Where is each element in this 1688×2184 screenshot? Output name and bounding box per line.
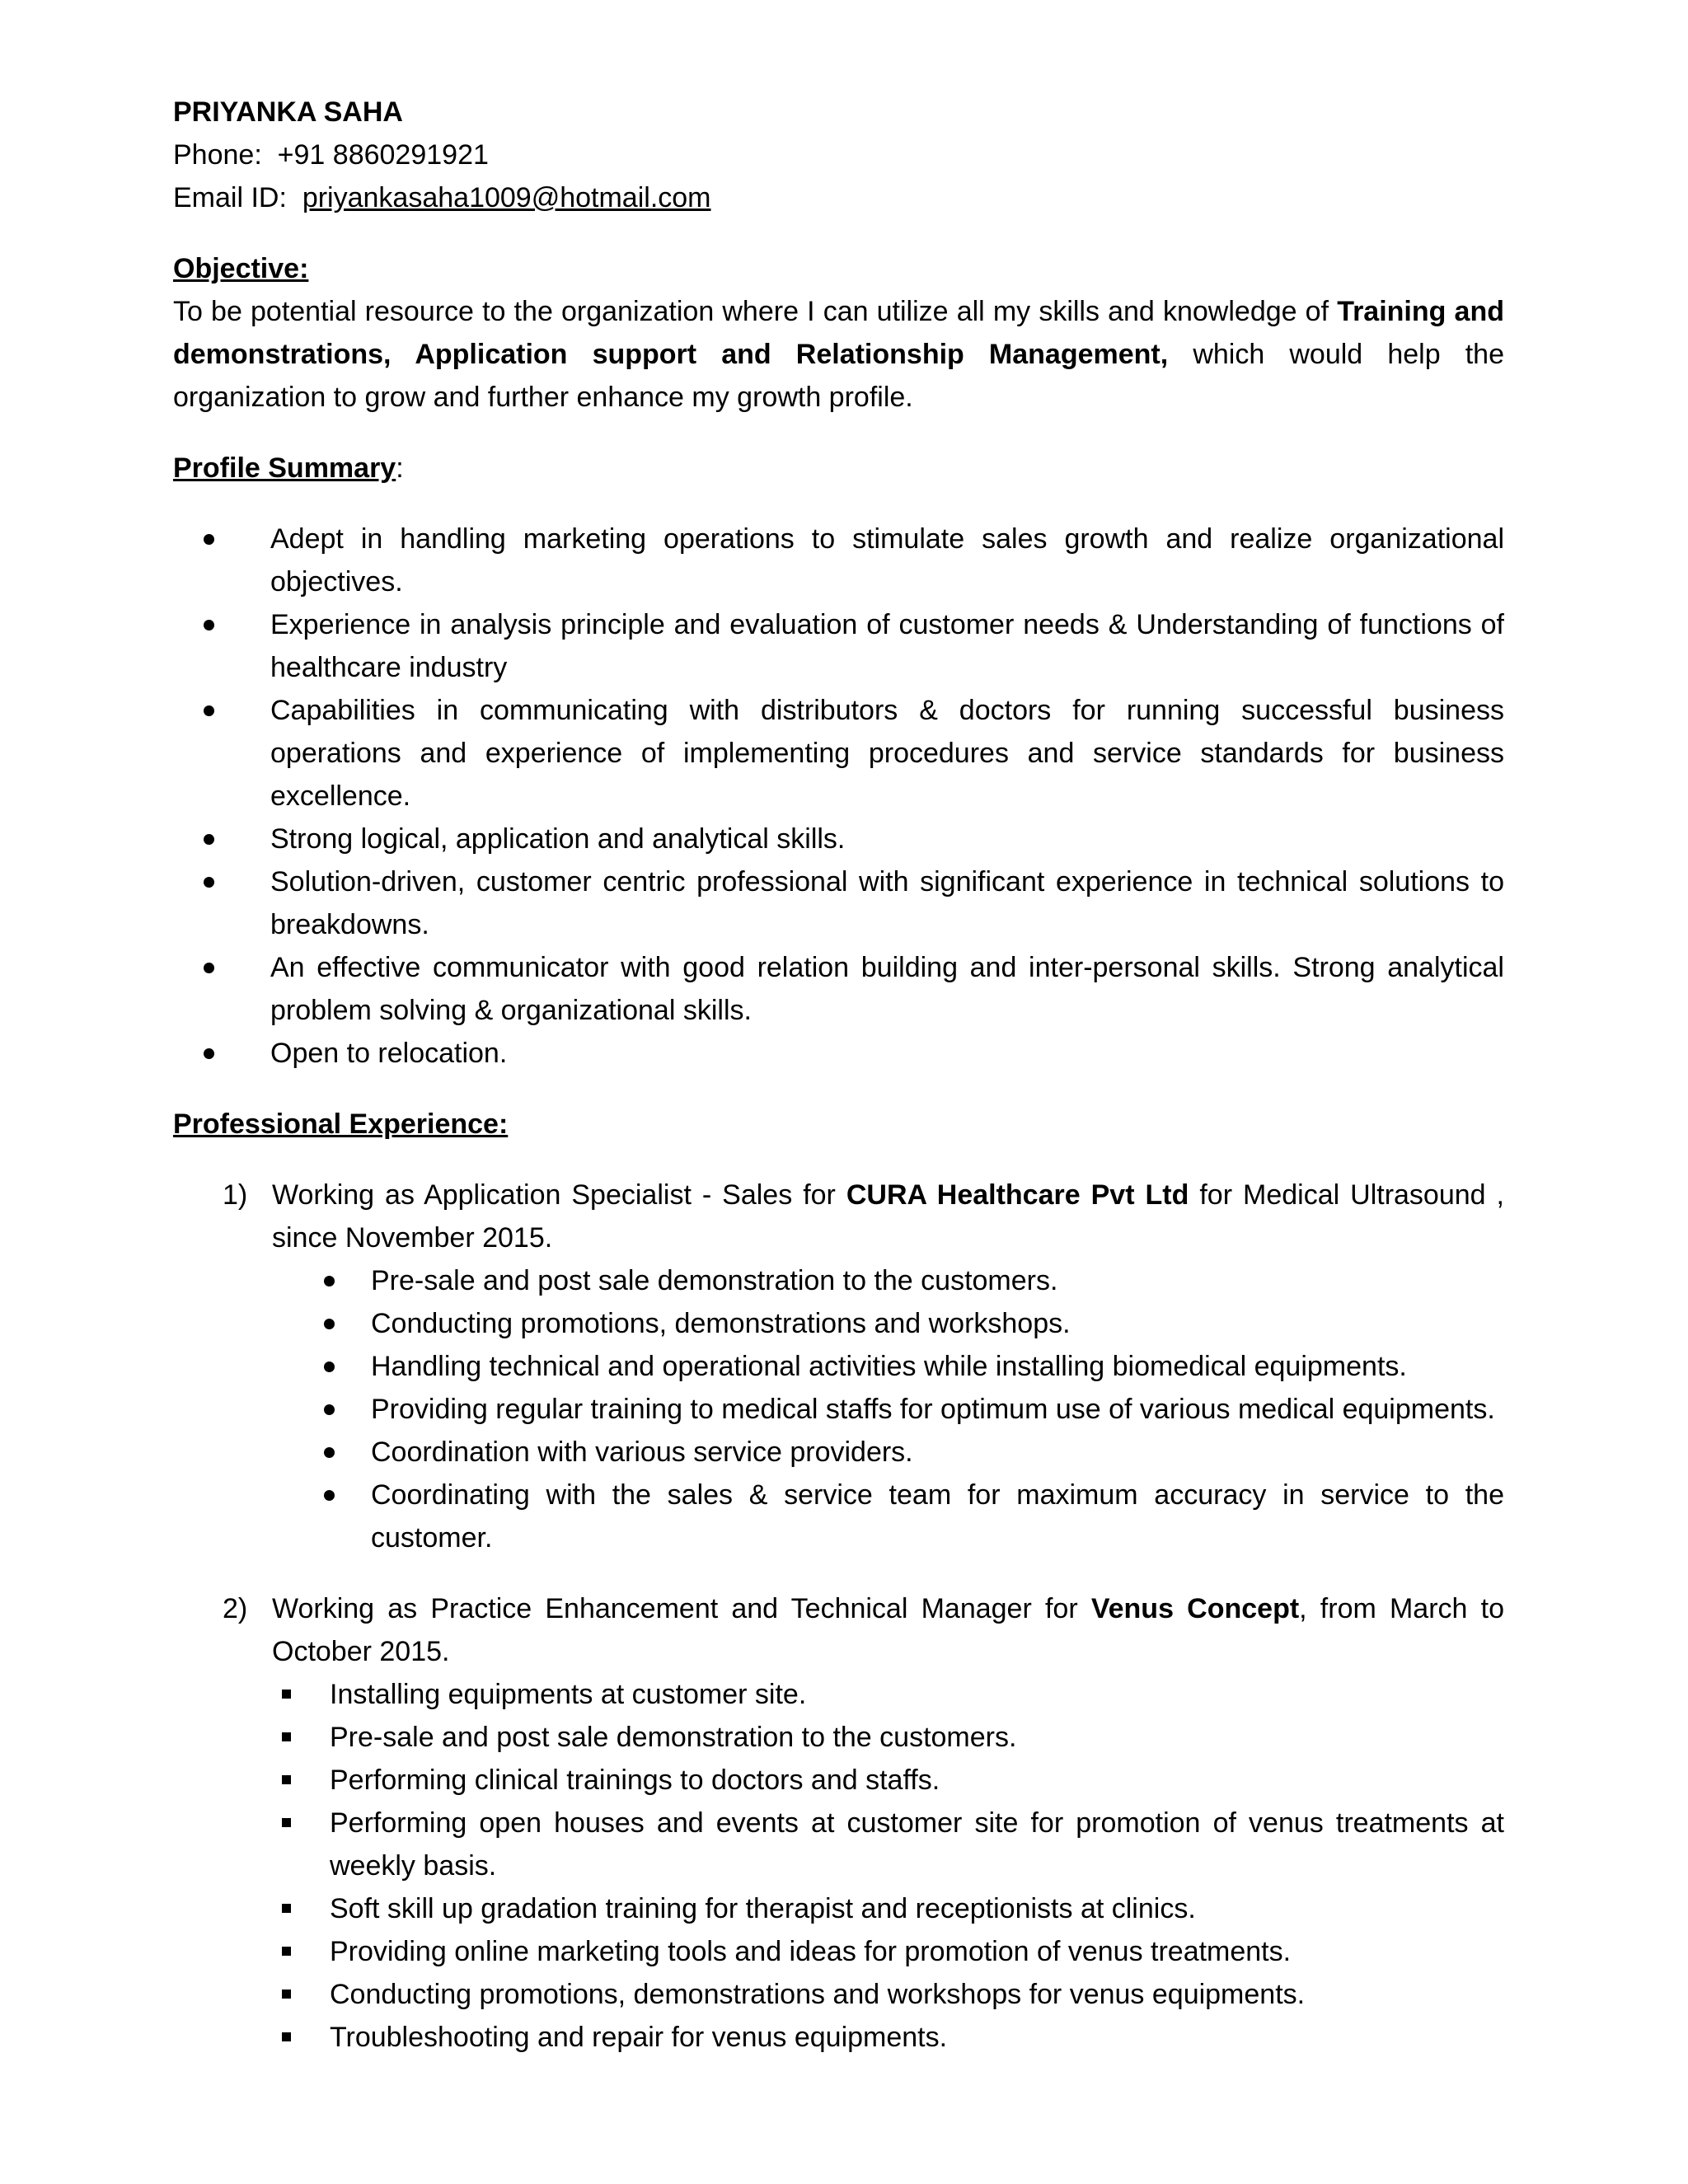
bullet-icon [324, 1490, 335, 1501]
duty-text: Performing clinical trainings to doctors and staffs. [330, 1765, 940, 1796]
square-bullet-icon [282, 1818, 291, 1827]
experience-text-start: Working as Practice Enhancement and Technical Manager for [272, 1593, 1091, 1624]
phone-label: Phone: [173, 139, 262, 171]
duty-item [272, 1302, 1504, 1345]
bullet-icon [204, 963, 214, 973]
profile-summary-title-text: Profile Summary [173, 452, 396, 484]
list-item-text: Strong logical, application and analytical skills. [270, 823, 846, 855]
square-bullet-icon [282, 1990, 291, 1999]
duty-item [272, 1973, 1504, 2016]
experience-item [173, 1587, 1504, 2059]
duty-item [272, 2016, 1504, 2059]
phone-value: +91 8860291921 [277, 139, 489, 171]
list-item-text: Solution-driven, customer centric professional with significant experience in technical solutions to breakdowns. [270, 866, 1504, 940]
profile-summary-list [173, 518, 1504, 1075]
list-item [173, 1032, 1504, 1075]
bullet-icon [204, 534, 214, 545]
duty-item [272, 1388, 1504, 1431]
duty-item [272, 1887, 1504, 1930]
spacer [173, 219, 1504, 247]
company-name: CURA Healthcare Pvt Ltd [846, 1179, 1189, 1211]
square-bullet-icon [282, 1732, 291, 1741]
profile-summary-title-colon: : [396, 452, 404, 484]
duty-item [272, 1345, 1504, 1388]
bullet-icon [324, 1404, 335, 1415]
objective-text-start: To be potential resource to the organization where I can utilize all my skills and knowledge of [173, 296, 1338, 327]
square-bullet-icon [282, 1904, 291, 1913]
square-bullet-icon [282, 2032, 291, 2041]
duty-text: Conducting promotions, demonstrations and workshops. [371, 1308, 1071, 1339]
bullet-icon [204, 620, 214, 630]
list-item-text: Capabilities in communicating with distributors & doctors for running successful business operations and experience of implementing procedures and service standards for business excellence. [270, 695, 1504, 812]
experience-text-start: Working as Application Specialist - Sales for [272, 1179, 846, 1211]
duty-text: Soft skill up gradation training for therapist and receptionists at clinics. [330, 1893, 1196, 1924]
square-bullet-icon [282, 1775, 291, 1784]
duties-list [272, 1673, 1504, 2059]
bullet-icon [324, 1319, 335, 1329]
list-item [173, 818, 1504, 860]
list-item [173, 946, 1504, 1032]
duty-item [272, 1759, 1504, 1802]
experience-text-end: , from March to October 2015. [272, 1593, 1504, 1667]
company-name: Venus Concept [1090, 1593, 1300, 1624]
square-bullet-icon [282, 1947, 291, 1956]
duty-text: Handling technical and operational activities while installing biomedical equipments. [371, 1351, 1407, 1382]
duty-item [272, 1716, 1504, 1759]
experience-description [272, 1587, 1504, 1673]
duty-item [272, 1431, 1504, 1474]
bullet-icon [204, 705, 214, 716]
duty-item [272, 1259, 1504, 1302]
duty-item [272, 1802, 1504, 1887]
list-item [173, 603, 1504, 689]
experience-number: 2) [223, 1593, 248, 1624]
duty-text: Pre-sale and post sale demonstration to the customers. [330, 1722, 1017, 1753]
spacer [173, 1146, 1504, 1174]
list-item [173, 860, 1504, 946]
profile-summary-title [173, 447, 1504, 490]
bullet-icon [324, 1361, 335, 1372]
duty-text: Providing online marketing tools and ideas for promotion of venus treatments. [330, 1936, 1292, 1967]
bullet-icon [204, 1048, 214, 1059]
list-item [173, 689, 1504, 818]
experience-list [173, 1174, 1504, 2059]
duty-text: Pre-sale and post sale demonstration to the customers. [371, 1265, 1058, 1296]
list-item-text: Open to relocation. [270, 1038, 508, 1069]
list-item [173, 518, 1504, 603]
candidate-name: PRIYANKA SAHA [173, 96, 403, 128]
duty-text: Coordinating with the sales & service team for maximum accuracy in service to the customer. [371, 1479, 1504, 1554]
bullet-icon [204, 877, 214, 888]
duty-item [272, 1673, 1504, 1716]
square-bullet-icon [282, 1690, 291, 1699]
experience-description [272, 1174, 1504, 1259]
spacer [173, 490, 1504, 518]
spacer [272, 1559, 1504, 1587]
bullet-icon [324, 1447, 335, 1458]
list-item-text: Experience in analysis principle and evaluation of customer needs & Understanding of functions of healthcare industry [270, 609, 1504, 683]
experience-title: Professional Experience: [173, 1108, 509, 1140]
objective-text [173, 290, 1504, 419]
duty-text: Installing equipments at customer site. [330, 1679, 807, 1710]
experience-item [173, 1174, 1504, 1587]
duty-item [272, 1930, 1504, 1973]
objective-title: Objective: [173, 253, 309, 284]
objective-text-end: which would help the organization to grow and further enhance my growth profile. [173, 339, 1504, 413]
experience-text-end: for Medical Ultrasound , since November 2015. [272, 1179, 1504, 1254]
duties-list [272, 1259, 1504, 1559]
email-link[interactable]: priyankasaha1009@hotmail.com [302, 182, 711, 213]
email-label: Email ID: [173, 182, 287, 213]
duty-text: Conducting promotions, demonstrations and workshops for venus equipments. [330, 1979, 1306, 2010]
duty-text: Providing regular training to medical staffs for optimum use of various medical equipments. [371, 1394, 1495, 1425]
phone-line [173, 134, 1504, 176]
experience-number: 1) [223, 1179, 248, 1211]
spacer [173, 419, 1504, 447]
spacer [173, 1075, 1504, 1103]
bullet-icon [204, 834, 214, 845]
list-item-text: An effective communicator with good relation building and inter-personal skills. Strong analytical problem solving & organizational skills. [270, 952, 1504, 1026]
objective-text-bold: Training and demonstrations, Application support and Relationship Management, [173, 296, 1505, 370]
bullet-icon [324, 1276, 335, 1286]
list-item-text: Adept in handling marketing operations to stimulate sales growth and realize organizational objectives. [270, 523, 1504, 598]
duty-item [272, 1474, 1504, 1559]
resume-page [173, 91, 1504, 2059]
email-line [173, 176, 1504, 219]
duty-text: Troubleshooting and repair for venus equipments. [330, 2022, 948, 2053]
duty-text: Performing open houses and events at customer site for promotion of venus treatments at weekly basis. [330, 1807, 1504, 1882]
duty-text: Coordination with various service providers. [371, 1436, 913, 1468]
